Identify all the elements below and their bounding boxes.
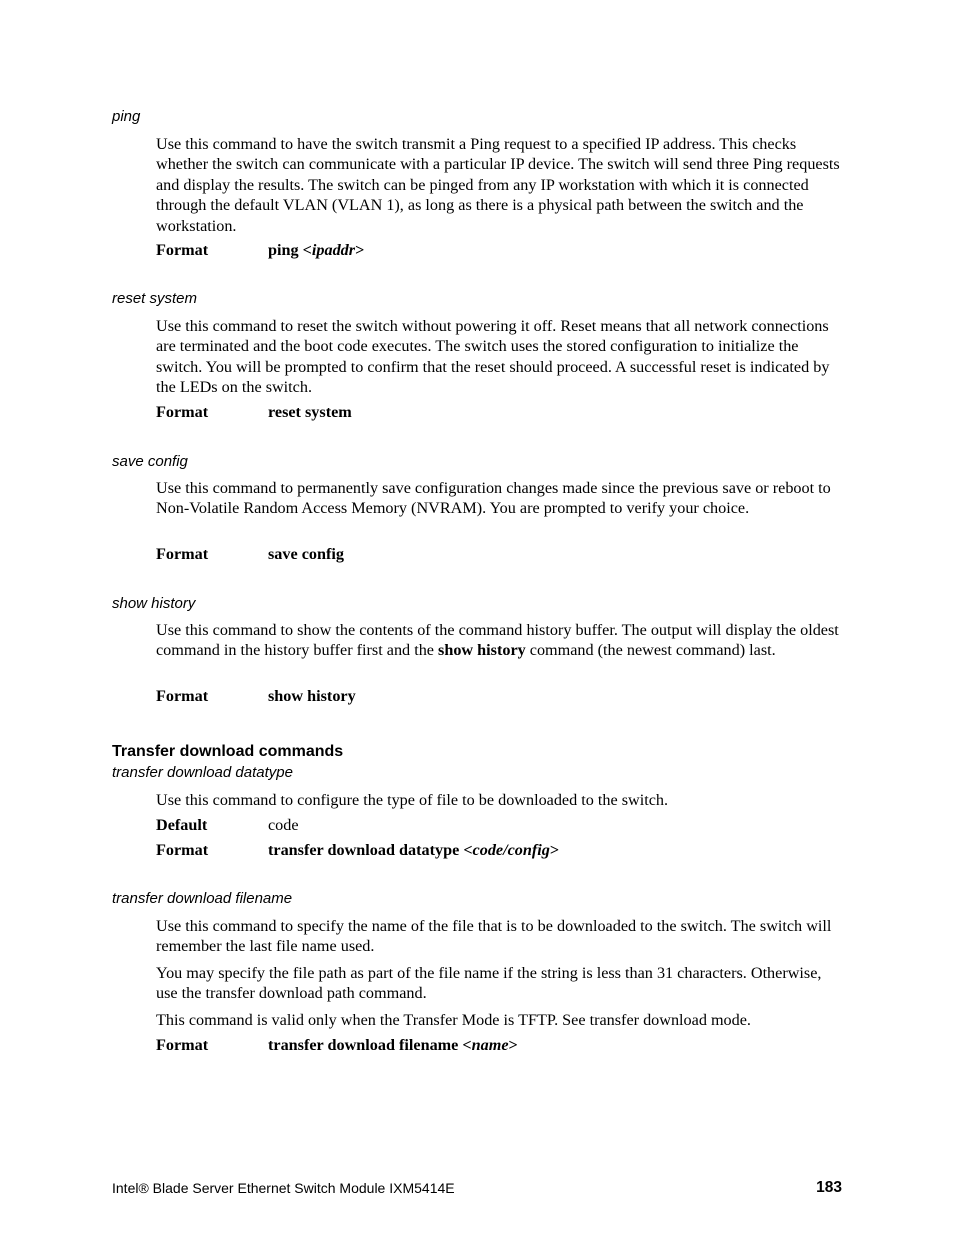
format-syntax xyxy=(268,1035,518,1055)
format-argument: ipaddr xyxy=(311,241,356,259)
description-text: Use this command to show the contents of the command history buffer. The output will display the oldest command in the history buffer first and the xyxy=(156,621,839,660)
format-argument: name xyxy=(471,1036,509,1054)
command-description-save-config: Use this command to permanently save configuration changes made since the previous save or reboot to Non-Volatile Random Access Memory (NVRAM). You are prompted to verify your choice. xyxy=(156,479,831,518)
command-title-reset-system: reset system xyxy=(112,290,198,307)
format-label: Format xyxy=(156,545,209,563)
format-syntax xyxy=(268,840,559,860)
command-title-transfer-filename: transfer download filename xyxy=(112,890,293,907)
command-description-reset-system: Use this command to reset the switch without powering it off. Reset means that all network connections are terminated and the boot code executes. The switch uses the stored configuration to initialize the switch. You will be prompted to confirm that the reset should proceed. A successful reset is indicated by the LEDs on the switch. xyxy=(156,317,830,397)
command-description-show-history xyxy=(156,620,846,661)
command-description-transfer-datatype: Use this command to configure the type of file to be downloaded to the switch. xyxy=(156,791,669,809)
format-command: show history xyxy=(268,687,356,705)
format-label: Format xyxy=(156,841,209,859)
default-value: code xyxy=(268,816,299,834)
format-command: reset system xyxy=(268,403,352,421)
arg-close: > xyxy=(549,841,560,859)
command-description-ping: Use this command to have the switch transmit a Ping request to a specified IP address. This checks whether the switch can communicate with a particular IP device. The switch will send three Ping requests and display the results. The switch can be pinged from any IP workstation with which it is connected through the default VLAN (VLAN 1), as long as there is a physical path between the switch and the workstation. xyxy=(156,135,840,235)
description-command-ref: show history xyxy=(438,641,526,660)
format-label: Format xyxy=(156,687,209,705)
format-syntax xyxy=(268,240,364,260)
format-label: Format xyxy=(156,1036,209,1054)
command-description-transfer-filename-1: Use this command to specify the name of the file that is to be downloaded to the switch. The switch will remember the last file name used. xyxy=(156,917,832,956)
format-command: ping xyxy=(268,241,299,259)
format-label: Format xyxy=(156,241,209,259)
command-description-transfer-filename-3: This command is valid only when the Transfer Mode is TFTP. See transfer download mode. xyxy=(156,1011,751,1029)
footer-document-title: Intel® Blade Server Ethernet Switch Module IXM5414E xyxy=(112,1180,455,1196)
arg-open: < xyxy=(462,1036,472,1054)
command-title-ping: ping xyxy=(112,108,141,125)
format-command: transfer download datatype xyxy=(268,841,464,859)
format-command: save config xyxy=(268,545,344,563)
arg-close: > xyxy=(508,1036,518,1054)
command-title-transfer-datatype: transfer download datatype xyxy=(112,764,293,781)
description-text: command (the newest command) last. xyxy=(525,641,776,660)
command-title-show-history: show history xyxy=(112,595,196,612)
command-description-transfer-filename-2: You may specify the file path as part of the file name if the string is less than 31 characters. Otherwise, use the transfer download path command. xyxy=(156,964,822,1003)
format-command: transfer download filename xyxy=(268,1036,463,1054)
section-title-transfer-download: Transfer download commands xyxy=(112,743,344,760)
arg-open: < xyxy=(302,241,312,259)
format-label: Format xyxy=(156,403,209,421)
default-label: Default xyxy=(156,816,208,834)
arg-open: < xyxy=(463,841,473,859)
arg-close: > xyxy=(355,241,365,259)
format-argument: code/config xyxy=(472,841,550,859)
command-title-save-config: save config xyxy=(112,453,188,470)
footer-page-number: 183 xyxy=(816,1179,842,1196)
